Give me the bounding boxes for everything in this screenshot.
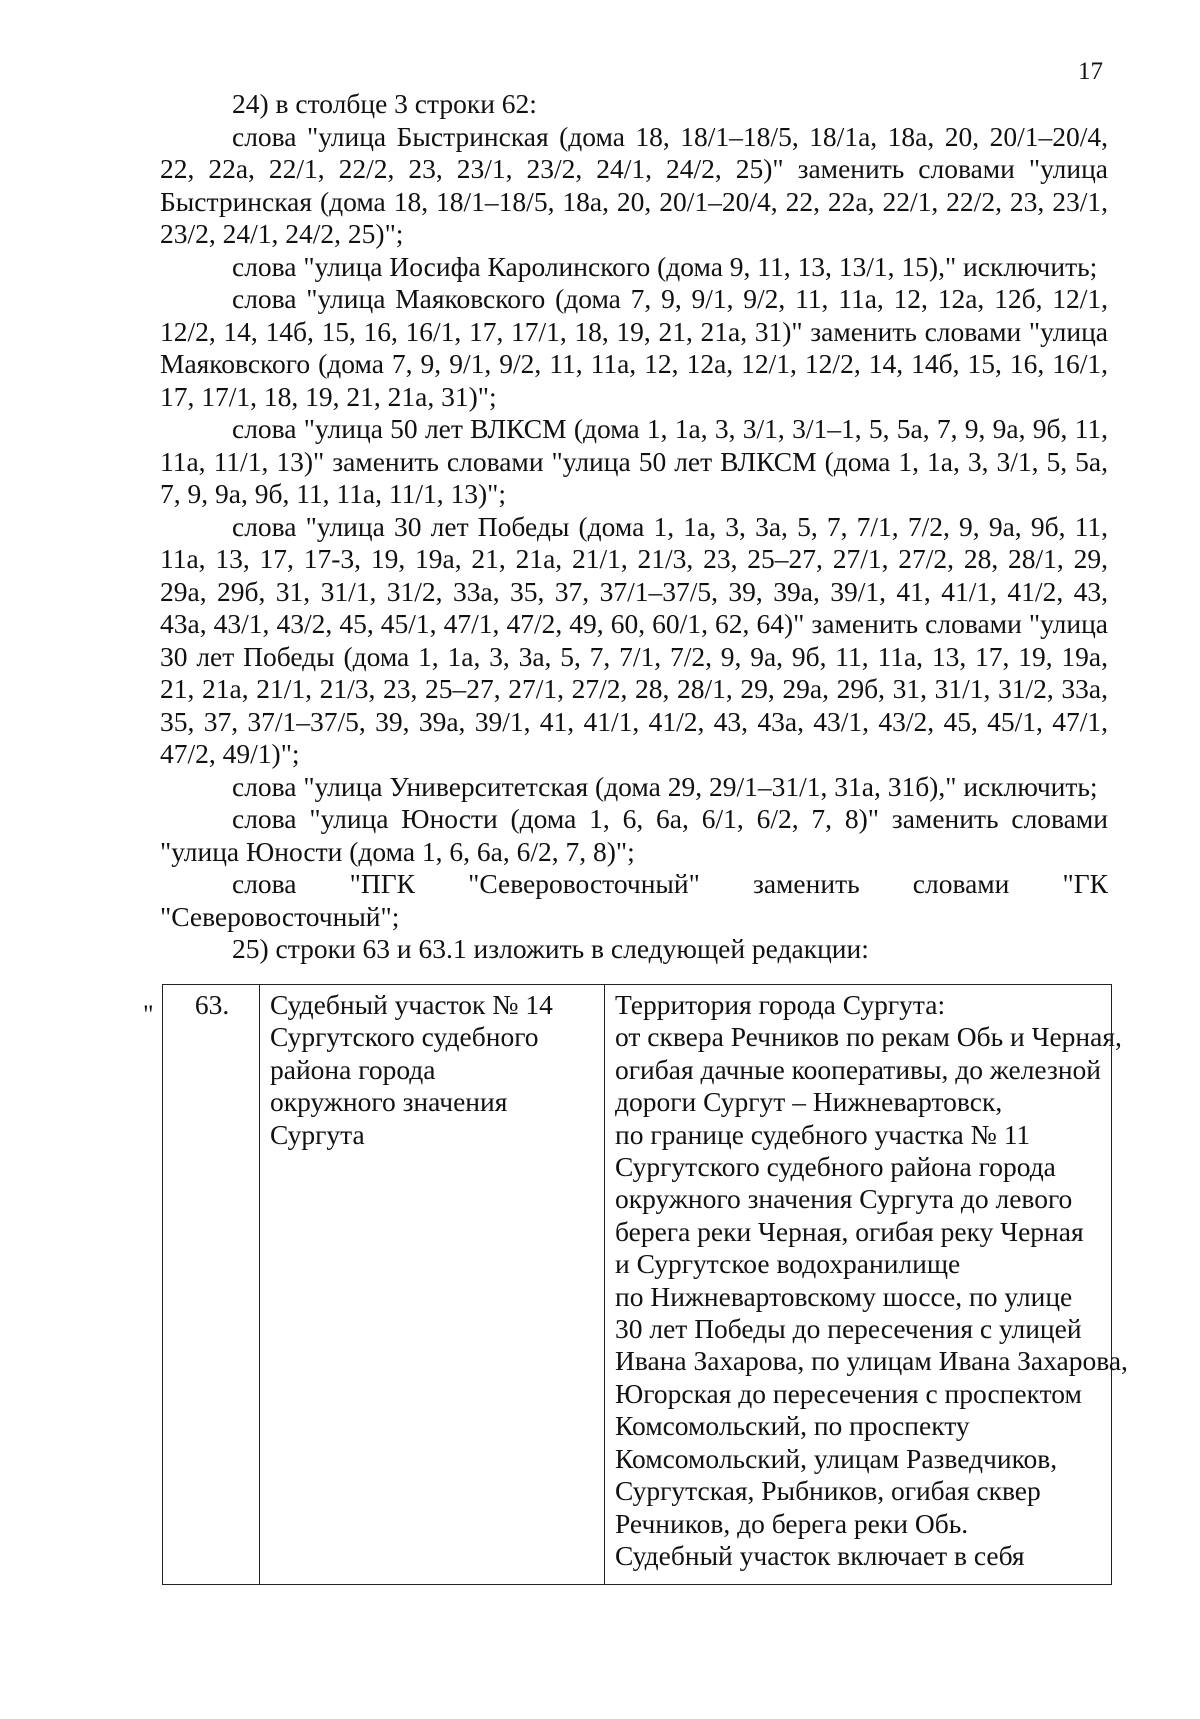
paragraph-bystrinskaya: слова "улица Быстринская (дома 18, 18/1–18/5, 18/1а, 18а, 20, 20/1–20/4, 22, 22а, 22/1, 22/2, 23, 23/1, 23/2, 24/1, 24/2, 25)" заменить словами "улица Быстринская (дома 18, 18/1–18/5, 18а, 20, 20/1–20/4, 22, 22а, 22/1, 22/2, 23, 23/1, 23/2, 24/1, 24/2, 25)";: [160, 120, 1108, 249]
paragraph-vlksm: слова "улица 50 лет ВЛКСМ (дома 1, 1а, 3, 3/1, 3/1–1, 5, 5а, 7, 9, 9а, 9б, 11, 11а, 11/1, 13)" заменить словами "улица 50 лет ВЛКСМ (дома 1, 1а, 3, 3/1, 5, 5а, 7, 9, 9а, 9б, 11, 11а, 11/1, 13)";: [160, 413, 1108, 509]
paragraph-30-let-pobedy: слова "улица 30 лет Победы (дома 1, 1а, 3, 3а, 5, 7, 7/1, 7/2, 9, 9а, 9б, 11, 11а, 13, 17, 17-3, 19, 19а, 21, 21а, 21/1, 21/3, 23, 25–27, 27/1, 27/2, 28, 28/1, 29, 29а, 29б, 31, 31/1, 31/2, 33а, 35, 37, 37/1–37/5, 39, 39а, 39/1, 41, 41/1, 41/2, 43, 43а, 43/1, 43/2, 45, 45/1, 47/1, 47/2, 49, 60, 60/1, 62, 64)" заменить словами "улица 30 лет Победы (дома 1, 1а, 3, 3а, 5, 7, 7/1, 7/2, 9, 9а, 9б, 11, 11а, 13, 17, 19, 19а, 21, 21а, 21/1, 21/3, 23, 25–27, 27/1, 27/2, 28, 28/1, 29, 29а, 29б, 31, 31/1, 31/2, 33а, 35, 37, 37/1–37/5, 39, 39а, 39/1, 41, 41/1, 41/2, 43, 43а, 43/1, 43/2, 45, 45/1, 47/1, 47/2, 49/1)";: [160, 510, 1108, 769]
paragraph-item-25: 25) строки 63 и 63.1 изложить в следующей редакции:: [232, 933, 869, 964]
amendment-text: [160, 88, 1108, 966]
territory-line: Югорская до пересечения с проспектом: [615, 1377, 1082, 1409]
territory-line: берега реки Черная, огибая реку Черная: [615, 1215, 1084, 1247]
territory-line: по границе судебного участка № 11: [615, 1118, 1031, 1150]
territory-cell: [605, 985, 1128, 1585]
territory-line: окружного значения Сургута до левого: [615, 1183, 1073, 1215]
paragraph-universitetskaya: слова "улица Университетская (дома 29, 29/1–31/1, 31а, 31б)," исключить;: [232, 770, 1098, 802]
territory-line: Сургутского судебного района города: [615, 1151, 1056, 1183]
court-name-line: Сургута: [270, 1118, 365, 1150]
page-number: 17: [1078, 58, 1103, 85]
territory-line: и Сургутское водохранилище: [615, 1248, 961, 1280]
territory-line: Речников, до берега реки Обь.: [615, 1507, 969, 1539]
paragraph-yunosti: слова "улица Юности (дома 1, 6, 6а, 6/1, 6/2, 7, 8)" заменить словами "улица Юности (дома 1, 6, 6а, 6/2, 7, 8)";: [160, 803, 1108, 867]
court-district-table: [162, 984, 1128, 1585]
territory-line: Ивана Захарова, по улицам Ивана Захарова,: [615, 1345, 1128, 1377]
territory-line: 30 лет Победы до пересечения с улицей: [615, 1313, 1082, 1345]
territory-line: огибая дачные кооперативы, до железной: [615, 1053, 1102, 1085]
court-name-line: окружного значения: [270, 1086, 508, 1118]
paragraph-mayakovskogo: слова "улица Маяковского (дома 7, 9, 9/1, 9/2, 11, 11а, 12, 12а, 12б, 12/1, 12/2, 14, 14б, 15, 16, 16/1, 17, 17/1, 18, 19, 21, 21а, 31)" заменить словами "улица Маяковского (дома 7, 9, 9/1, 9/2, 11, 11а, 12, 12а, 12/1, 12/2, 14, 14б, 15, 16, 16/1, 17, 17/1, 18, 19, 21, 21а, 31)";: [160, 283, 1108, 412]
territory-line: Территория города Сургута:: [615, 989, 946, 1020]
row-number-cell: [163, 985, 260, 1585]
paragraph-item-24: 24) в столбце 3 строки 62:: [232, 88, 537, 119]
territory-line: от сквера Речников по рекам Обь и Черная,: [615, 1021, 1122, 1053]
opening-quote-mark: ": [143, 1000, 154, 1029]
paragraph-severovostochny: слова "ПГК "Северовосточный" заменить словами "ГК "Северовосточный";: [160, 868, 1108, 932]
court-name-line: Судебный участок № 14: [270, 989, 553, 1020]
court-name-cell: [260, 985, 605, 1585]
court-name-line: Сургутского судебного: [270, 1021, 539, 1053]
territory-line: Комсомольский, по проспекту: [615, 1410, 970, 1442]
table-row: [163, 985, 1112, 1585]
territory-line: дороги Сургут – Нижневартовск,: [615, 1086, 1003, 1118]
row-number: 63.: [194, 989, 230, 1020]
court-name-line: района города: [270, 1053, 436, 1085]
paragraph-karolinskogo: слова "улица Иосифа Каролинского (дома 9, 11, 13, 13/1, 15)," исключить;: [232, 250, 1098, 282]
territory-line: Комсомольский, улицам Разведчиков,: [615, 1442, 1058, 1474]
territory-line: по Нижневартовскому шоссе, по улице: [615, 1280, 1073, 1312]
territory-line: Сургутская, Рыбников, огибая сквер: [615, 1475, 1041, 1507]
territory-line: Судебный участок включает в себя: [615, 1539, 1025, 1571]
